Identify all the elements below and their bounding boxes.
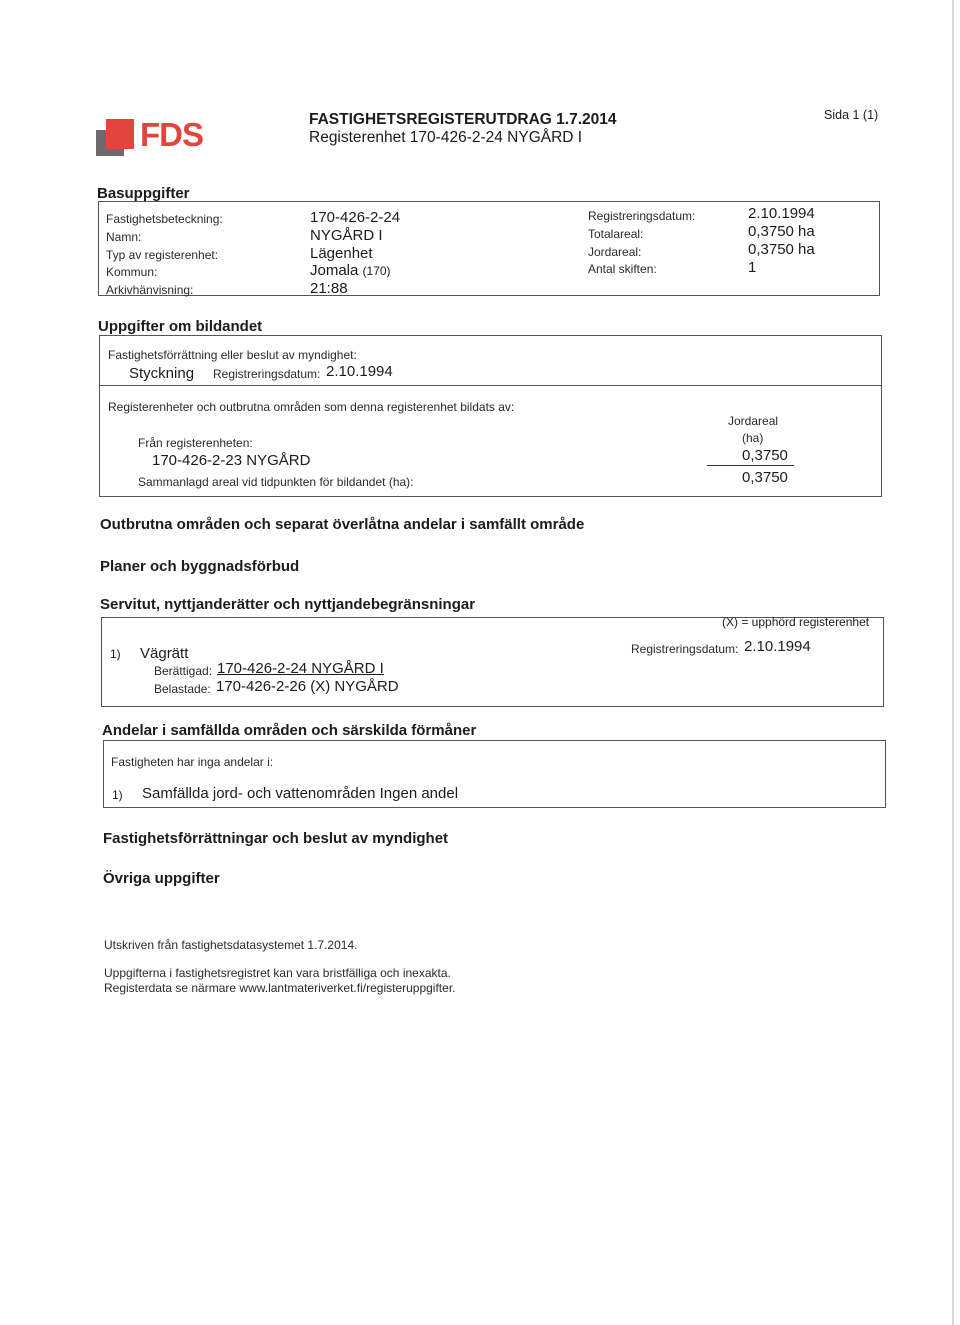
value-kommun <box>310 262 391 279</box>
section-heading-basuppgifter: Basuppgifter <box>97 185 190 202</box>
andelar-item-text: Samfällda jord- och vattenområden Ingen andel <box>142 785 459 802</box>
sum-rule <box>707 465 794 466</box>
footer-disclaimer: Uppgifterna i fastighetsregistret kan vara bristfälliga och inexakta. <box>104 966 451 980</box>
label-arkivhanvisning: Arkivhänvisning: <box>106 283 194 297</box>
label-fran-registerenheten: Från registerenheten: <box>138 436 253 450</box>
value-kommun-name: Jomala <box>310 262 359 279</box>
value-berattigad: 170-426-2-24 NYGÅRD I <box>217 660 384 677</box>
value-fran-areal: 0,3750 <box>742 447 788 464</box>
andelar-intro: Fastigheten har inga andelar i: <box>111 755 274 769</box>
label-kommun: Kommun: <box>106 265 158 279</box>
value-fastighetsbeteckning: 170-426-2-24 <box>310 209 401 226</box>
label-bildandet-regdatum: Registreringsdatum: <box>213 367 321 381</box>
document-subtitle: Registerenhet 170-426-2-24 NYGÅRD I <box>309 129 583 146</box>
logo-red-square <box>106 119 134 149</box>
scan-edge <box>952 0 954 1325</box>
value-typ: Lägenhet <box>310 245 373 262</box>
label-registerenheter: Registerenheter och outbrutna områden som denna registerenhet bildats av: <box>108 400 515 414</box>
value-totalareal: 0,3750 ha <box>748 223 815 240</box>
value-forrattning: Styckning <box>129 365 195 382</box>
section-heading-outbrutna: Outbrutna områden och separat överlåtna andelar i samfällt område <box>100 516 585 533</box>
section-heading-servitut: Servitut, nyttjanderätter och nyttjandebegränsningar <box>100 596 476 613</box>
section-heading-andelar: Andelar i samfällda områden och särskilda förmåner <box>102 722 477 739</box>
label-servitut-regdatum: Registreringsdatum: <box>631 642 739 656</box>
value-arkivhanvisning: 21:88 <box>310 280 348 297</box>
value-kommun-code: (170) <box>362 264 391 278</box>
value-antal-skiften: 1 <box>748 259 757 276</box>
column-header-unit: (ha) <box>742 431 764 445</box>
value-sammanlagd-areal: 0,3750 <box>742 469 788 486</box>
value-jordareal: 0,3750 ha <box>748 241 815 258</box>
fds-logo <box>96 116 206 162</box>
servitut-note: (X) = upphörd registerenhet <box>722 615 870 629</box>
label-sammanlagd-areal: Sammanlagd areal vid tidpunkten för bildandet (ha): <box>138 475 414 489</box>
bildandet-divider <box>99 385 881 386</box>
document-title: FASTIGHETSREGISTERUTDRAG 1.7.2014 <box>309 111 617 128</box>
label-belastade: Belastade: <box>154 682 211 696</box>
section-heading-forrattningar: Fastighetsförrättningar och beslut av myndighet <box>103 830 449 847</box>
page-number: Sida 1 (1) <box>824 108 879 122</box>
section-heading-planer: Planer och byggnadsförbud <box>100 558 300 575</box>
label-typ: Typ av registerenhet: <box>106 248 219 262</box>
section-heading-ovriga: Övriga uppgifter <box>103 870 220 887</box>
value-servitut-regdatum: 2.10.1994 <box>744 638 811 655</box>
label-registreringsdatum: Registreringsdatum: <box>588 209 696 223</box>
section-heading-bildandet: Uppgifter om bildandet <box>98 318 263 335</box>
label-namn: Namn: <box>106 230 142 244</box>
label-jordareal: Jordareal: <box>588 245 642 259</box>
value-belastade: 170-426-2-26 (X) NYGÅRD <box>216 678 399 695</box>
label-berattigad: Berättigad: <box>154 664 213 678</box>
label-forrattning: Fastighetsförrättning eller beslut av myndighet: <box>108 348 357 362</box>
logo-text: FDS <box>140 116 203 153</box>
footer-printed-from: Utskriven från fastighetsdatasystemet 1.7.2014. <box>104 938 358 952</box>
label-fastighetsbeteckning: Fastighetsbeteckning: <box>106 212 223 226</box>
value-namn: NYGÅRD I <box>310 227 383 244</box>
value-fran-registerenheten: 170-426-2-23 NYGÅRD <box>152 452 311 469</box>
value-bildandet-regdatum: 2.10.1994 <box>326 363 393 380</box>
servitut-item-name: Vägrätt <box>140 645 189 662</box>
label-antal-skiften: Antal skiften: <box>588 262 657 276</box>
andelar-item-number: 1) <box>112 788 123 802</box>
servitut-item-number: 1) <box>110 647 121 661</box>
footer-registerdata: Registerdata se närmare www.lantmateriverket.fi/registeruppgifter. <box>104 981 456 995</box>
label-totalareal: Totalareal: <box>588 227 644 241</box>
column-header-jordareal: Jordareal <box>728 414 779 428</box>
value-registreringsdatum: 2.10.1994 <box>748 205 815 222</box>
